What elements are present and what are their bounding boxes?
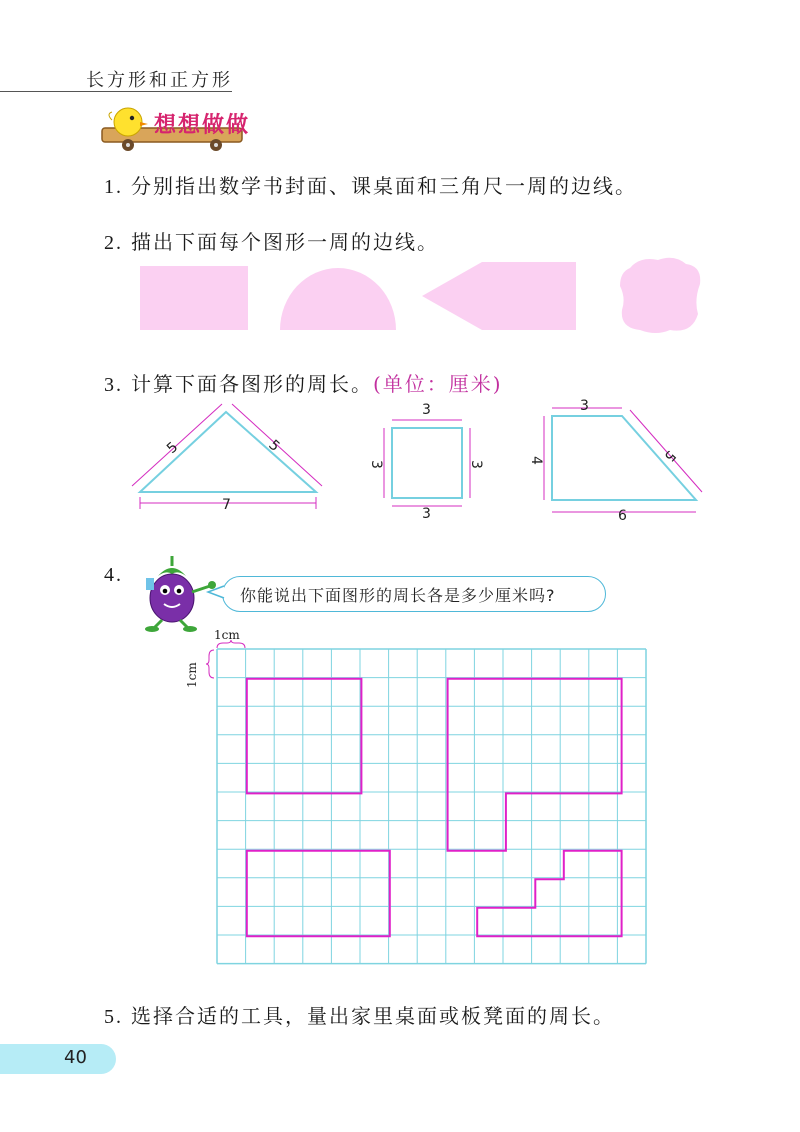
question-text: 分别指出数学书封面、课桌面和三角尺一周的边线。: [131, 174, 637, 198]
grid-square-outline: [247, 679, 362, 794]
grid-figure: [216, 648, 656, 972]
question-5: [104, 1000, 615, 1029]
speech-bubble-tail: [206, 584, 226, 600]
page-number-tab: [0, 1044, 116, 1074]
question-4: [104, 562, 131, 587]
trapezoid-top-label: 3: [580, 398, 589, 414]
question-text: 描出下面每个图形一周的边线。: [131, 230, 439, 254]
pink-blob-shape: [616, 254, 706, 336]
chapter-title: 长方形和正方形: [86, 70, 233, 91]
triangle-right-side-label: 5: [265, 437, 283, 455]
question-number: 5.: [104, 1006, 123, 1028]
question-3: [104, 368, 503, 397]
triangle-left-side-label: 5: [163, 439, 182, 457]
grid-l-shape-outline: [448, 679, 622, 851]
speech-text: 你能说出下面图形的周长各是多少厘米吗?: [240, 586, 556, 605]
question-number: 1.: [104, 176, 123, 198]
grid-unit-vertical-label: 1cm: [185, 662, 199, 688]
square-left-label: 3: [368, 460, 384, 469]
question-1: [104, 170, 637, 199]
question-2: [104, 226, 439, 255]
unit-note: (单位：厘米): [373, 372, 503, 396]
grid-unit-vertical-brace: [206, 648, 216, 680]
grid-staircase-outline: [477, 851, 621, 937]
square-right-label: 3: [468, 460, 484, 469]
square-bottom-label: 3: [422, 506, 431, 522]
triangle-figure: [128, 400, 328, 515]
triangle-base-label: 7: [222, 497, 231, 513]
question-number: 4.: [104, 564, 123, 586]
pink-semicircle-shape: [278, 266, 398, 332]
header-divider: [0, 91, 232, 92]
pink-rectangle-shape: [140, 266, 248, 330]
square-top-label: 3: [422, 402, 431, 418]
trapezoid-slant-label: 5: [660, 447, 679, 465]
question-text: 计算下面各图形的周长。: [131, 372, 373, 396]
trapezoid-figure: [528, 396, 705, 524]
question-text: 选择合适的工具，量出家里桌面或板凳面的周长。: [131, 1004, 615, 1028]
square-figure: [370, 400, 490, 520]
question-number: 3.: [104, 374, 123, 396]
pink-arrow-pentagon-shape: [420, 260, 580, 332]
grid-rectangle-outline: [247, 851, 390, 937]
grid-unit-horizontal-label: 1cm: [214, 628, 240, 642]
question-number: 2.: [104, 232, 123, 254]
section-title: 想想做做: [154, 113, 251, 138]
grid-lines: [217, 649, 646, 964]
page-number: 40: [64, 1047, 87, 1068]
trapezoid-left-label: 4: [528, 456, 544, 465]
trapezoid-bottom-label: 6: [618, 508, 627, 524]
